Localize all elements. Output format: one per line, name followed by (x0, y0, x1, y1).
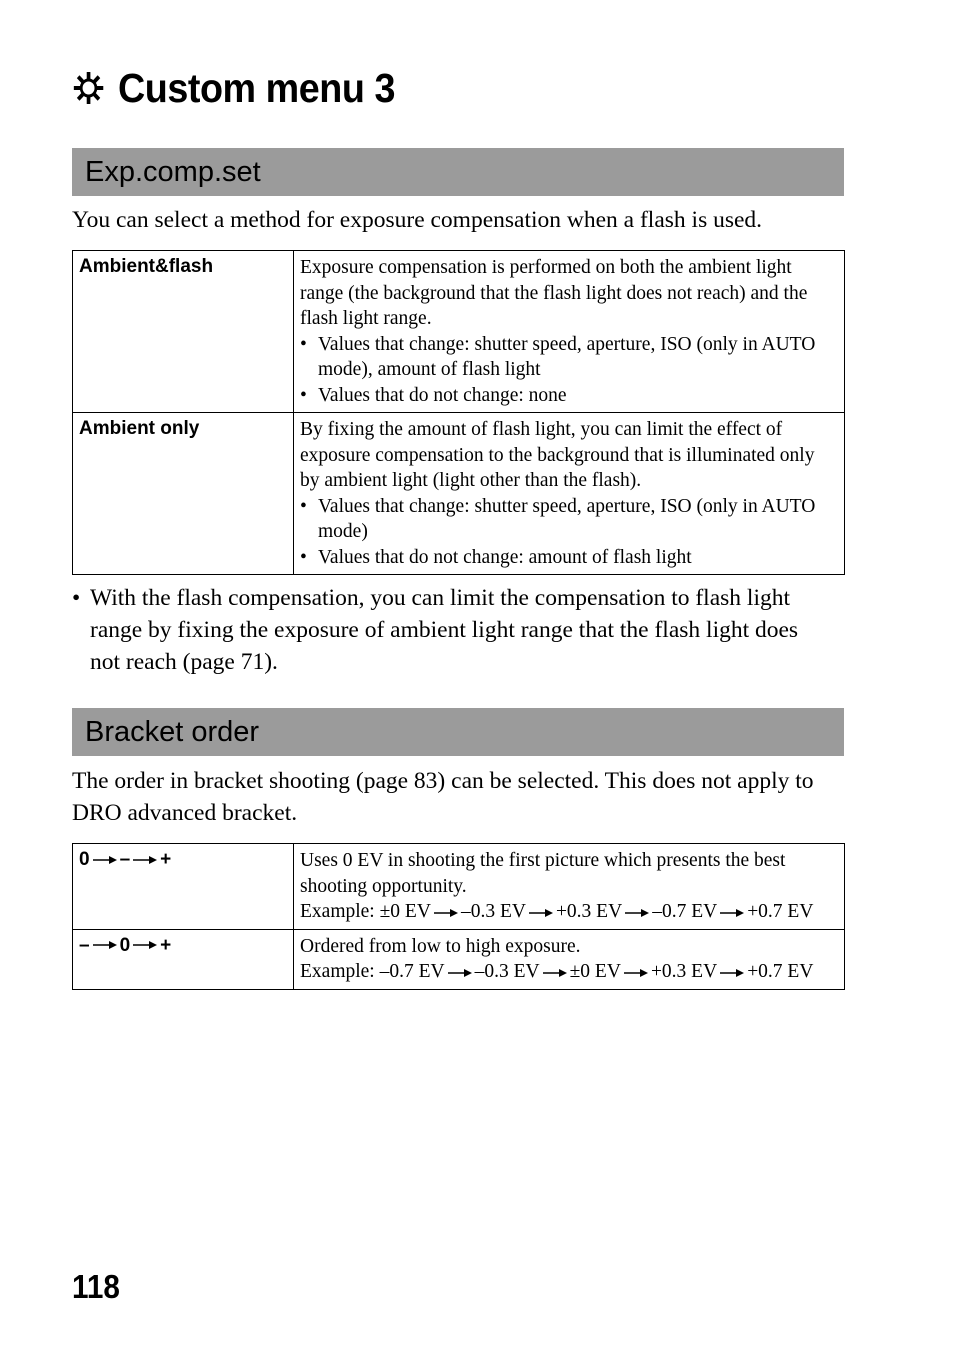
page-title-text: Custom menu 3 (118, 64, 395, 111)
table-row (73, 929, 845, 989)
option-description (294, 844, 845, 930)
right-arrow-icon (92, 855, 118, 865)
right-arrow-icon (528, 908, 554, 918)
section-intro: You can select a method for exposure compensation when a flash is used. (72, 207, 763, 233)
section-heading-exp-comp (72, 148, 844, 196)
right-arrow-icon (623, 968, 649, 978)
note-text: With the flash compensation, you can limit the compensation to flash light range by fixing the exposure of ambient light range that the flash light does not reach (page 71). (90, 585, 799, 675)
bullet-item: • Values that change: shutter speed, aperture, ISO (only in AUTO mode), amount of flash light (300, 333, 816, 380)
bullet-item: • Values that change: shutter speed, aperture, ISO (only in AUTO mode) (300, 495, 816, 542)
note: • With the flash compensation, you can limit the compensation to flash light range by fixing the exposure of ambient light range that the flash light does not reach (page 71). (72, 582, 832, 678)
option-example: Example: –0.7 EV –0.3 EV ±0 EV +0.3 EV +0.7 EV (300, 961, 814, 982)
right-arrow-icon (132, 855, 158, 865)
option-name: – 0 + (73, 929, 294, 989)
gear-icon (72, 70, 105, 106)
page-title (72, 60, 395, 116)
bullet-item: • Values that do not change: none (300, 384, 567, 406)
right-arrow-icon (624, 908, 650, 918)
bullet-item: • Values that do not change: amount of flash light (300, 546, 692, 568)
right-arrow-icon (542, 968, 568, 978)
table-row (73, 844, 845, 930)
table-row (73, 413, 845, 575)
option-name: 0 – + (73, 844, 294, 930)
option-description (294, 251, 845, 413)
table-row (73, 251, 845, 413)
exp-comp-options-table (72, 250, 845, 575)
section-heading-text: Exp.comp.set (85, 155, 261, 188)
section-heading-bracket-order (72, 708, 844, 756)
section-intro: The order in bracket shooting (page 83) can be selected. This does not apply to DRO advanced bracket. (72, 768, 814, 826)
option-name: Ambient&flash (73, 251, 294, 413)
option-text: By fixing the amount of flash light, you can limit the effect of exposure compensation to the background that is illuminated only by ambient light (light other than the flash). (300, 419, 815, 491)
right-arrow-icon (719, 908, 745, 918)
page-number: 118 (72, 1268, 120, 1305)
option-example: Example: ±0 EV –0.3 EV +0.3 EV –0.7 EV +0.7 EV (300, 901, 814, 922)
section-heading-text: Bracket order (85, 715, 260, 748)
option-text: Exposure compensation is performed on both the ambient light range (the background that the flash light does not reach) and the flash light range. (300, 257, 808, 329)
option-description (294, 413, 845, 575)
bracket-options-table (72, 843, 845, 990)
right-arrow-icon (92, 940, 118, 950)
option-description (294, 929, 845, 989)
right-arrow-icon (719, 968, 745, 978)
right-arrow-icon (132, 940, 158, 950)
option-name: Ambient only (73, 413, 294, 575)
right-arrow-icon (433, 908, 459, 918)
option-text: Ordered from low to high exposure. (300, 935, 581, 957)
option-text: Uses 0 EV in shooting the first picture which presents the best shooting opportunity. (300, 850, 786, 897)
right-arrow-icon (447, 968, 473, 978)
